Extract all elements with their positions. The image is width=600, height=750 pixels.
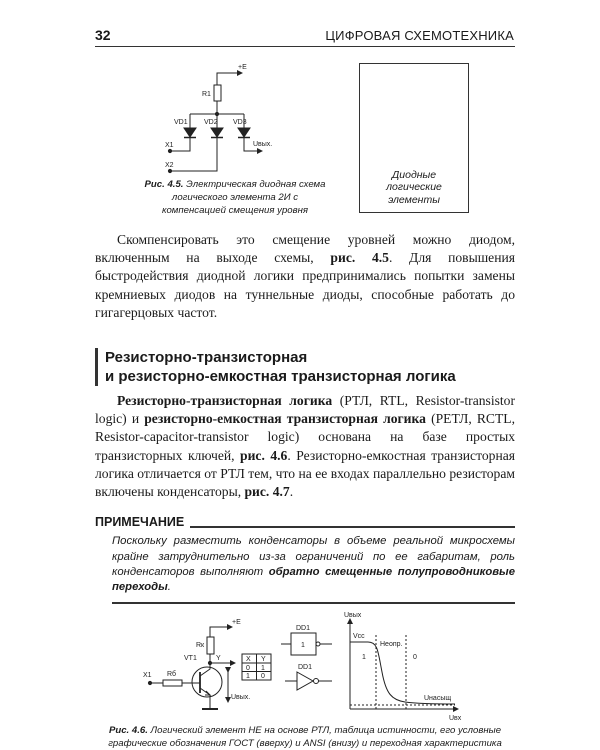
figure-4-5-caption: Рис. 4.5. Электрическая диодная схема логического элемента 2И с компенсацией смещения уровня xyxy=(144,179,326,216)
figure-4-6-caption: Рис. 4.6. Логический элемент НЕ на основе РТЛ, таблица истинности, его условные графические обозначения ГОСТ (вверху) и ANSI (внизу) и переходная характеристика xyxy=(108,724,502,749)
label-vt1: VT1 xyxy=(184,654,197,662)
resistor-rb xyxy=(163,680,182,686)
graph-y-axis-label: Uвых xyxy=(344,611,362,619)
graph-region-0: 0 xyxy=(413,653,417,661)
tt-cell: 1 xyxy=(261,664,265,672)
graph-region-1: 1 xyxy=(362,653,366,661)
graph-x-axis-label: Uвх xyxy=(449,714,462,722)
section-heading: Резисторно-транзисторная и резисторно-емкостная транзисторная логика xyxy=(95,348,515,386)
figure-ref: рис. 4.5 xyxy=(330,250,389,266)
tt-cell: 0 xyxy=(261,672,265,680)
figure-4-6-drawing xyxy=(95,610,515,722)
label-r1: R1 xyxy=(202,91,211,98)
sidebox-line: элементы xyxy=(388,193,440,206)
header-rule xyxy=(95,46,515,47)
label-vd2: VD2 xyxy=(204,119,218,126)
ansi-not-gate xyxy=(285,672,332,690)
graph-vcc-label: Vcc xyxy=(353,632,365,640)
sidebox-line: Диодные xyxy=(391,168,437,181)
resistor-r1 xyxy=(214,85,221,101)
figure-ref: рис. 4.6 xyxy=(240,447,288,463)
graph-saturation-label: Uнасыщ xyxy=(424,694,452,702)
tt-cell: 1 xyxy=(246,672,250,680)
figure-4-5-drawing xyxy=(140,60,280,178)
label-vd3: VD3 xyxy=(233,119,247,126)
label-supply-2: +E xyxy=(232,618,241,626)
tt-header-y: Y xyxy=(261,655,266,663)
resistor-rk xyxy=(207,637,214,654)
label-rk: Rк xyxy=(196,641,205,649)
note-text: Поскольку разместить конденсаторы в объеме реальной микросхемы крайне затруднительно из-за ограничений по ее габаритам, роль конденсаторов выполняют обратно смещенные полупроводниковые переходы. xyxy=(112,535,515,594)
label-x1: X1 xyxy=(165,142,174,149)
label-uout-2: Uвых. xyxy=(231,693,251,701)
paragraph-1: Скомпенсировать это смещение уровней можно диодом, включенным на выходе схемы, рис. 4.5. Для повышения быстродействия диодной логики предпринимались попытки замены кремниевых диодов на туннельные диоды, способные работать до гигагерцовых частот. xyxy=(95,232,516,320)
gost-symbol: 1 xyxy=(301,641,305,649)
gost-not-gate xyxy=(281,633,332,655)
note-title: ПРИМЕЧАНИЕ xyxy=(95,515,185,530)
label-uout: Uвых. xyxy=(253,141,273,148)
label-rb: Rб xyxy=(167,670,177,678)
note-rule-top xyxy=(190,526,515,528)
label-x2: X2 xyxy=(165,162,174,169)
label-dd1-gost: DD1 xyxy=(296,624,311,632)
label-vd1: VD1 xyxy=(174,119,188,126)
tt-cell: 0 xyxy=(246,664,250,672)
note-rule-bottom xyxy=(112,602,515,604)
running-title: ЦИФРОВАЯ СХЕМОТЕХНИКА xyxy=(325,28,514,43)
graph-undefined-label: Неопр. xyxy=(380,640,403,648)
label-supply: +E xyxy=(238,64,247,71)
label-x1-2: X1 xyxy=(143,671,152,679)
sidebox-line: логические xyxy=(386,181,442,193)
paragraph-2: Резисторно-транзисторная логика (РТЛ, RTL, Resistor-transistor logic) и резисторно-емкостная транзисторная логика (РЕТЛ, RCTL, Resistor-capacitor-transistor logic) основана на базе простых транзисторных ключей, рис. 4.6. Резисторно-емкостная транзисторная логика отличается от РТЛ тем, что на ее входах параллельно резисторам включены конденсаторы, рис. 4.7. xyxy=(95,393,515,500)
note-block xyxy=(95,515,515,604)
label-y: Y xyxy=(216,654,221,662)
section-sidebox xyxy=(359,63,469,213)
text-column xyxy=(95,231,515,750)
figure-ref: рис. 4.7 xyxy=(244,484,290,500)
tt-header-x: X xyxy=(246,655,251,663)
page-number: 32 xyxy=(95,27,111,43)
label-dd1-ansi: DD1 xyxy=(298,663,313,671)
